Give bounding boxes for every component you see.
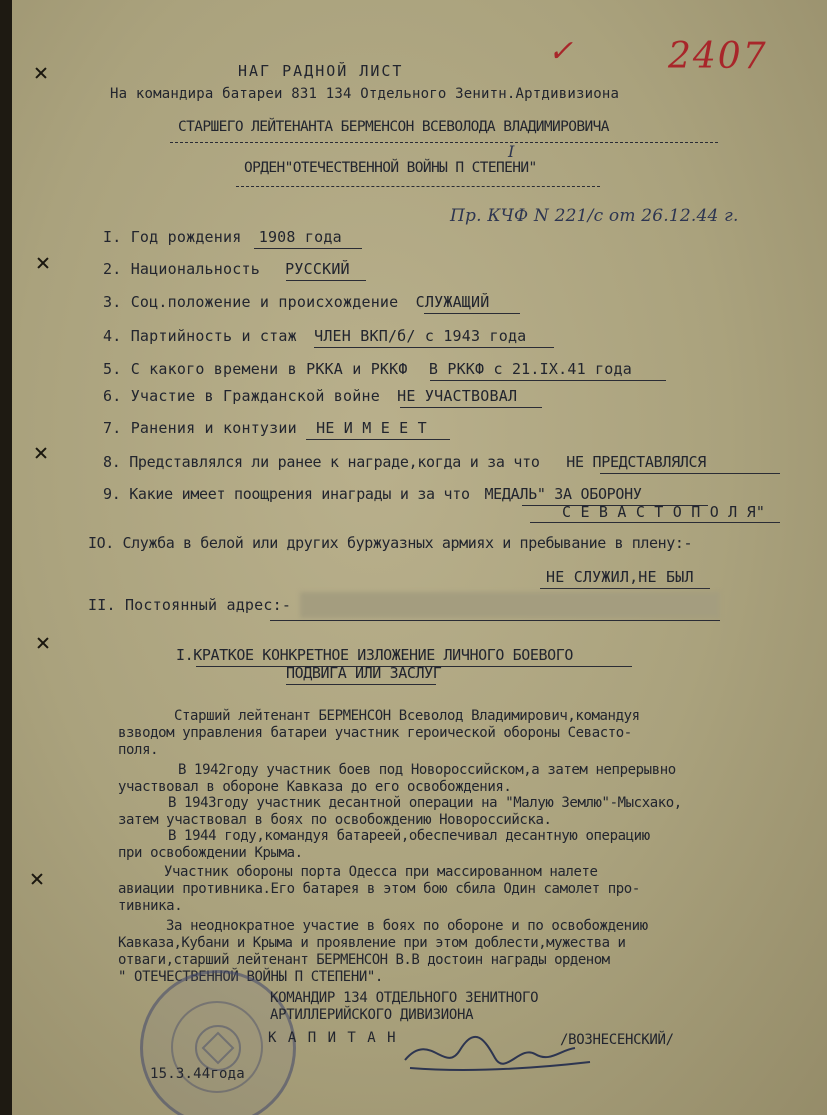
value-underline bbox=[314, 347, 554, 348]
punch-hole-mark bbox=[36, 256, 50, 270]
field-service-start: 5. С какого времени в РККА и РККФ В РККФ с 21.IX.41 года bbox=[103, 360, 632, 378]
value-underline bbox=[540, 588, 710, 589]
redacted-address bbox=[300, 592, 720, 618]
paragraph-line: отваги,старший лейтенант БЕРМЕНСОН В.В достоин награды орденом bbox=[118, 952, 610, 968]
underline-dashes bbox=[236, 186, 600, 187]
field-social-status: 3. Соц.положение и происхождение СЛУЖАЩИЙ bbox=[103, 293, 490, 311]
underline-dashes bbox=[170, 142, 718, 143]
field-value: НЕ И М Е Е Т bbox=[316, 419, 427, 437]
section-title-line2: ПОДВИГА ИЛИ ЗАСЛУГ bbox=[286, 664, 442, 682]
paragraph-line: За неоднократное участие в боях по обороне и по освобождению bbox=[166, 918, 648, 934]
value-underline bbox=[424, 313, 520, 314]
paragraph-line: затем участвовал в боях по освобождению Новороссийска. bbox=[118, 812, 552, 828]
value-underline bbox=[430, 380, 666, 381]
paragraph-line: авиации противника.Его батарея в этом бою сбила Один самолет про- bbox=[118, 881, 640, 897]
field-wounds: 7. Ранения и контузии НЕ И М Е Е Т bbox=[103, 419, 427, 437]
field-value: ЧЛЕН ВКП/б/ с 1943 года bbox=[314, 327, 527, 345]
paragraph-line: " ОТЕЧЕСТВЕННОЙ ВОЙНЫ П СТЕПЕНИ". bbox=[118, 969, 383, 985]
value-underline bbox=[400, 407, 542, 408]
field-value: НЕ ПРЕДСТАВЛЯЛСЯ bbox=[566, 453, 706, 471]
field-decorations: 9. Какие имеет поощрения инаграды и за что МЕДАЛЬ" ЗА ОБОРОНУ bbox=[103, 485, 642, 503]
recipient-name: СТАРШЕГО ЛЕЙТЕНАНТА БЕРМЕНСОН ВСЕВОЛОДА ВЛАДИМИРОВИЧА bbox=[178, 119, 609, 135]
field-value: РУССКИЙ bbox=[285, 260, 350, 278]
signature-rank: К А П И Т А Н bbox=[268, 1030, 398, 1046]
field-white-army-value: НЕ СЛУЖИЛ,НЕ БЫЛ bbox=[546, 568, 694, 586]
field-civil-war: 6. Участие в Гражданской войне НЕ УЧАСТВОВАЛ bbox=[103, 387, 518, 405]
signature-title-line2: АРТИЛЛЕРИЙСКОГО ДИВИЗИОНА bbox=[270, 1007, 474, 1023]
value-underline bbox=[600, 473, 780, 474]
field-value: 1908 года bbox=[258, 228, 342, 246]
title-underline bbox=[286, 684, 436, 685]
order-reference: Пр. КЧФ N 221/с от 26.12.44 г. bbox=[450, 206, 739, 226]
field-address: II. Постоянный адрес:- bbox=[88, 596, 292, 614]
value-underline bbox=[306, 439, 450, 440]
document-subtitle: На командира батареи 831 134 Отдельного Зенитн.Артдивизиона bbox=[110, 86, 620, 102]
signer-name: /ВОЗНЕСЕНСКИЙ/ bbox=[560, 1032, 674, 1048]
field-decorations-continued: С Е В А С Т О П О Л Я" bbox=[562, 503, 766, 521]
paragraph-line: В 1942году участник боев под Новороссийском,а затем непрерывно bbox=[178, 762, 676, 778]
field-nationality: 2. Национальность РУССКИЙ bbox=[103, 260, 350, 278]
order-name: ОРДЕН"ОТЕЧЕСТВЕННОЙ ВОЙНЫ П СТЕПЕНИ" bbox=[244, 160, 537, 176]
corner-number: 2407 bbox=[668, 36, 768, 77]
punch-hole-mark bbox=[30, 872, 44, 886]
red-check-mark: ✓ bbox=[548, 34, 574, 69]
field-party: 4. Партийность и стаж ЧЛЕН ВКП/б/ с 1943 года bbox=[103, 327, 527, 345]
field-value: МЕДАЛЬ" ЗА ОБОРОНУ bbox=[484, 485, 642, 503]
value-underline bbox=[254, 248, 362, 249]
signature-date: 15.3.44года bbox=[150, 1066, 245, 1082]
paragraph-line: Старший лейтенант БЕРМЕНСОН Всеволод Владимирович,командуя bbox=[174, 708, 640, 724]
value-underline bbox=[530, 522, 780, 523]
punch-hole-mark bbox=[36, 636, 50, 650]
paragraph-line: Кавказа,Кубани и Крыма и проявление при этом доблести,мужества и bbox=[118, 935, 626, 951]
field-value: В РККФ с 21.IX.41 года bbox=[428, 360, 632, 378]
paragraph-line: Участник обороны порта Одесса при массированном налете bbox=[164, 864, 598, 880]
paragraph-line: В 1943году участник десантной операции на "Малую Землю"-Мысхако, bbox=[168, 795, 682, 811]
punch-hole-mark bbox=[34, 66, 48, 80]
order-correction: I bbox=[508, 142, 515, 161]
paragraph-line: при освобождении Крыма. bbox=[118, 845, 303, 861]
paragraph-line: участвовал в обороне Кавказа до его освобождения. bbox=[118, 779, 512, 795]
field-value: СЛУЖАЩИЙ bbox=[415, 293, 490, 311]
paragraph-line: взводом управления батареи участник героической обороны Севасто- bbox=[118, 725, 632, 741]
field-birth-year: I. Год рождения 1908 года bbox=[103, 228, 342, 246]
paragraph-line: поля. bbox=[118, 742, 159, 758]
handwritten-signature bbox=[400, 1020, 600, 1080]
document-title: НАГ РАДНОЙ ЛИСТ bbox=[238, 62, 404, 80]
paragraph-line: В 1944 году,командуя батареей,обеспечивал десантную операцию bbox=[168, 828, 650, 844]
field-previous-awards: 8. Представлялся ли ранее к награде,когда и за что НЕ ПРЕДСТАВЛЯЛСЯ bbox=[103, 453, 706, 471]
section-title-line1: I.КРАТКОЕ КОНКРЕТНОЕ ИЗЛОЖЕНИЕ ЛИЧНОГО БОЕВОГО bbox=[176, 646, 574, 664]
value-underline bbox=[270, 620, 720, 621]
field-white-army: IO. Служба в белой или других буржуазных армиях и пребывание в плену:- bbox=[88, 534, 693, 552]
field-value: НЕ УЧАСТВОВАЛ bbox=[397, 387, 518, 405]
scan-edge bbox=[0, 0, 12, 1115]
punch-hole-mark bbox=[34, 446, 48, 460]
paragraph-line: тивника. bbox=[118, 898, 183, 914]
value-underline bbox=[286, 280, 366, 281]
signature-title-line1: КОМАНДИР 134 ОТДЕЛЬНОГО ЗЕНИТНОГО bbox=[270, 990, 539, 1006]
